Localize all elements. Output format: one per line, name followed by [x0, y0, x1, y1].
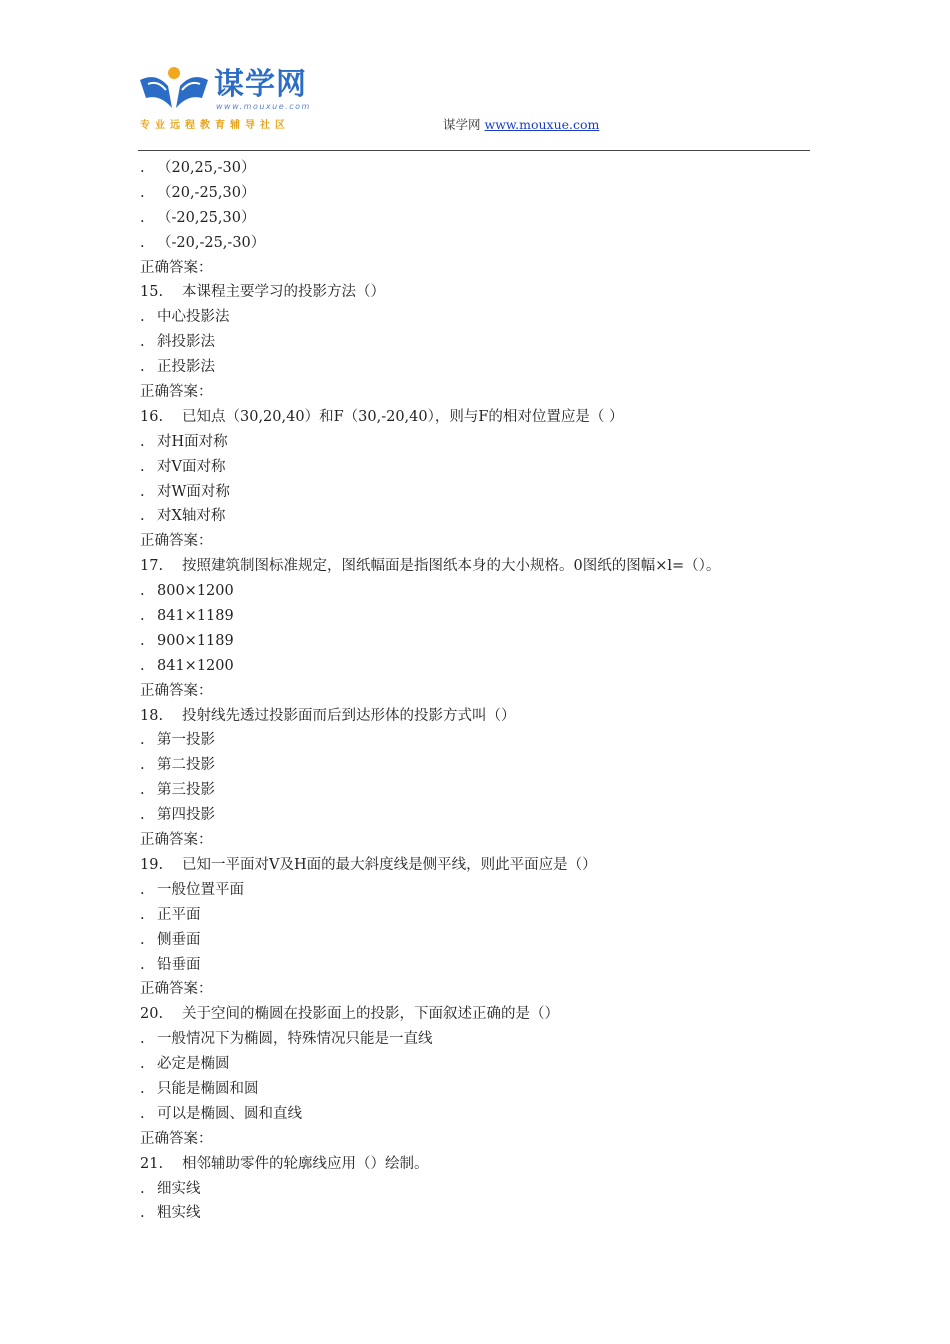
option-text: 一般情况下为椭圆，特殊情况只能是一直线: [157, 1031, 433, 1048]
answer-option: [140, 156, 820, 181]
question-list: [140, 156, 820, 1226]
option-marker: .: [140, 1205, 145, 1222]
answer-option: [140, 1027, 820, 1052]
question-18: [140, 704, 820, 729]
answer-option: [140, 231, 820, 256]
correct-answer-label: 正确答案：: [140, 259, 213, 276]
answer-option: [140, 778, 820, 803]
question-number: 16.: [140, 408, 164, 425]
page-header: [138, 62, 810, 152]
answer-option: [140, 903, 820, 928]
answer-option: [140, 1177, 820, 1202]
option-text: （20,-25,30）: [157, 184, 256, 201]
question-number: 17.: [140, 558, 164, 575]
option-marker: .: [140, 1180, 145, 1197]
question-text: 本课程主要学习的投影方法（）: [182, 284, 385, 301]
option-text: 900×1189: [157, 632, 234, 649]
answer-option: [140, 654, 820, 679]
option-text: 对V面对称: [157, 458, 226, 475]
option-text: 对H面对称: [157, 433, 228, 450]
answer-option: [140, 480, 820, 505]
question-20: [140, 1002, 820, 1027]
question-text: 已知点（30,20,40）和F（30,-20,40），则与F的相对位置应是（ ）: [182, 408, 624, 425]
question-number: 19.: [140, 856, 164, 873]
question-16: [140, 405, 820, 430]
option-marker: .: [140, 881, 145, 898]
option-marker: .: [140, 906, 145, 923]
answer-option: [140, 579, 820, 604]
option-marker: .: [140, 458, 145, 475]
option-text: 正平面: [157, 906, 201, 923]
option-text: 只能是椭圆和圆: [157, 1080, 259, 1097]
answer-option: [140, 504, 820, 529]
option-marker: .: [140, 608, 145, 625]
option-marker: .: [140, 1031, 145, 1048]
answer-option: [140, 878, 820, 903]
option-marker: .: [140, 160, 145, 176]
header-divider: [138, 150, 810, 151]
question-number: 15.: [140, 284, 164, 301]
option-text: 细实线: [157, 1180, 201, 1197]
question-number: 18.: [140, 707, 164, 724]
logo-tagline: 专业远程教育辅导社区: [140, 120, 290, 131]
answer-option: [140, 728, 820, 753]
answer-option: [140, 928, 820, 953]
answer-option: [140, 181, 820, 206]
answer-option: [140, 753, 820, 778]
option-text: 第二投影: [157, 757, 215, 774]
option-marker: .: [140, 1056, 145, 1073]
correct-answer-label: 正确答案：: [140, 533, 213, 550]
option-text: 侧垂面: [157, 931, 201, 948]
answer-option: [140, 305, 820, 330]
option-marker: .: [140, 732, 145, 749]
option-text: 中心投影法: [157, 309, 230, 326]
correct-answer-label: 正确答案：: [140, 832, 213, 849]
correct-answer-label: 正确答案：: [140, 384, 213, 401]
site-reference: [443, 115, 599, 133]
option-marker: .: [140, 433, 145, 450]
question-text: 关于空间的椭圆在投影面上的投影，下面叙述正确的是（）: [182, 1006, 559, 1023]
option-marker: .: [140, 782, 145, 799]
option-marker: .: [140, 632, 145, 649]
option-marker: .: [140, 657, 145, 674]
option-text: 800×1200: [157, 583, 234, 600]
question-number: 20.: [140, 1006, 164, 1023]
option-text: 841×1189: [157, 608, 234, 625]
logo-book-icon: [138, 64, 210, 114]
answer-option: [140, 455, 820, 480]
option-marker: .: [140, 931, 145, 948]
question-number: 21.: [140, 1155, 164, 1172]
option-marker: .: [140, 483, 145, 500]
answer-option: [140, 206, 820, 231]
option-marker: .: [140, 234, 145, 251]
option-text: 一般位置平面: [157, 881, 244, 898]
option-text: （20,25,-30）: [157, 160, 256, 176]
option-marker: .: [140, 209, 145, 226]
option-text: （-20,25,30）: [157, 209, 256, 226]
option-text: 可以是椭圆、圆和直线: [157, 1105, 302, 1122]
question-15: [140, 280, 820, 305]
site-label: 谋学网: [443, 117, 481, 132]
option-text: 对W面对称: [157, 483, 230, 500]
answer-option: [140, 953, 820, 978]
answer-option: [140, 1077, 820, 1102]
option-marker: .: [140, 309, 145, 326]
correct-answer-label: 正确答案：: [140, 1130, 213, 1147]
question-17: [140, 554, 820, 579]
option-text: 841×1200: [157, 657, 234, 674]
option-marker: .: [140, 359, 145, 376]
option-text: 对X轴对称: [157, 508, 226, 525]
option-text: 第一投影: [157, 732, 215, 749]
answer-option: [140, 629, 820, 654]
question-21: [140, 1152, 820, 1177]
option-text: 粗实线: [157, 1205, 201, 1222]
site-link[interactable]: www.mouxue.com: [484, 117, 600, 132]
answer-option: [140, 430, 820, 455]
question-text: 投射线先透过投影面而后到达形体的投影方式叫（）: [182, 707, 516, 724]
option-marker: .: [140, 757, 145, 774]
option-marker: .: [140, 508, 145, 525]
question-text: 按照建筑制图标准规定，图纸幅面是指图纸本身的大小规格。0图纸的图幅×l=（）。: [182, 558, 721, 575]
answer-option: [140, 803, 820, 828]
option-text: 必定是椭圆: [157, 1056, 230, 1073]
option-text: 第三投影: [157, 782, 215, 799]
correct-answer-label: 正确答案：: [140, 682, 213, 699]
question-text: 相邻辅助零件的轮廓线应用（）绘制。: [182, 1155, 429, 1172]
option-marker: .: [140, 583, 145, 600]
option-marker: .: [140, 1080, 145, 1097]
option-text: 正投影法: [157, 359, 215, 376]
answer-option: [140, 330, 820, 355]
option-text: （-20,-25,-30）: [157, 234, 266, 251]
option-marker: .: [140, 184, 145, 201]
logo-url: www.mouxue.com: [216, 102, 311, 111]
answer-option: [140, 1201, 820, 1226]
option-text: 铅垂面: [157, 956, 201, 973]
option-marker: .: [140, 334, 145, 351]
option-marker: .: [140, 807, 145, 824]
answer-option: [140, 355, 820, 380]
answer-option: [140, 1102, 820, 1127]
option-marker: .: [140, 956, 145, 973]
site-logo[interactable]: [138, 64, 338, 130]
question-19: [140, 853, 820, 878]
answer-option: [140, 604, 820, 629]
question-text: 已知一平面对V及H面的最大斜度线是侧平线，则此平面应是（）: [182, 856, 597, 873]
option-text: 第四投影: [157, 807, 215, 824]
correct-answer-label: 正确答案：: [140, 981, 213, 998]
option-text: 斜投影法: [157, 334, 215, 351]
option-marker: .: [140, 1105, 145, 1122]
logo-name: 谋学网: [214, 67, 307, 102]
answer-option: [140, 1052, 820, 1077]
